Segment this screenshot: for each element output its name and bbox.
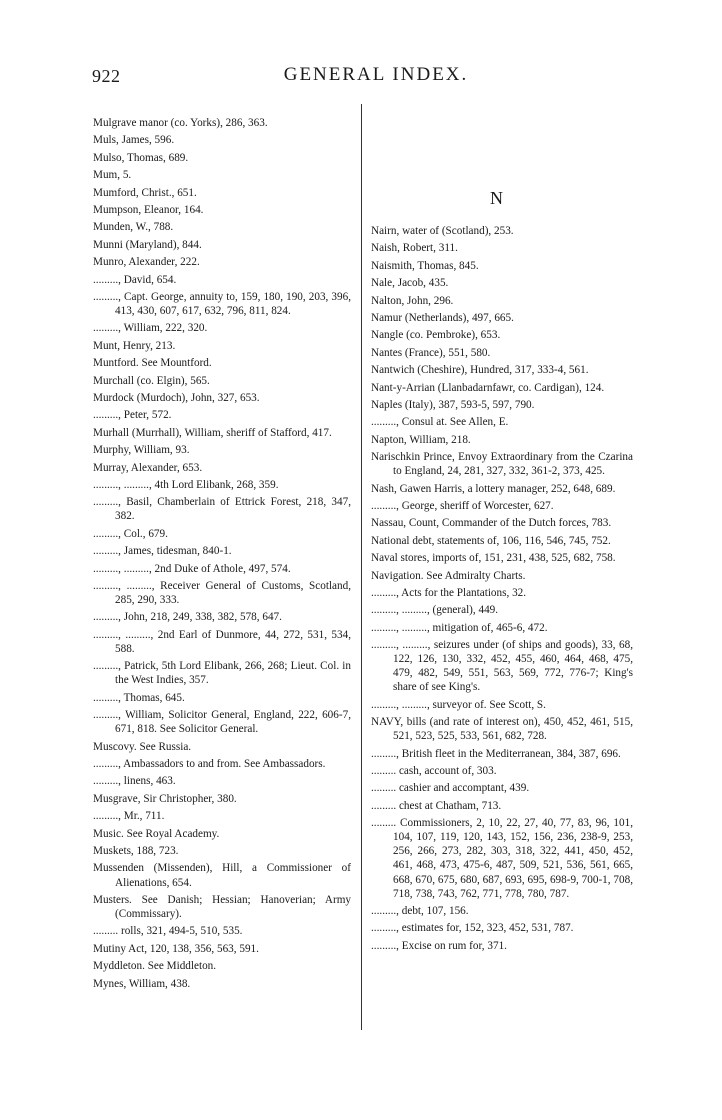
index-entry: ........., ........., 4th Lord Elibank, 268, 359.: [93, 478, 279, 491]
index-entry: ......... chest at Chatham, 713.: [371, 799, 502, 812]
index-entry: ........., ........., seizures under (of ships and goods), 33, 68, 122, 126, 130, 332, 452, 455, 460, 464, 468, 475, 479, 482, 549, 551, 563, 569, 772, 776-7; King's share of see King's.: [371, 639, 633, 694]
index-entry: ........., Ambassadors to and from. See Ambassadors.: [93, 758, 326, 771]
index-entry: ........., estimates for, 152, 323, 452, 531, 787.: [371, 922, 574, 935]
index-entry: Navigation. See Admiralty Charts.: [371, 569, 526, 582]
index-entry: Nairn, water of (Scotland), 253.: [371, 225, 514, 237]
index-entry: Muls, James, 596.: [93, 134, 175, 147]
index-entry: ........., Acts for the Plantations, 32.: [371, 586, 527, 599]
index-entry: Naismith, Thomas, 845.: [371, 259, 479, 272]
index-entry: ......... rolls, 321, 494-5, 510, 535.: [93, 925, 243, 938]
index-entry: Musters. See Danish; Hessian; Hanoverian; Army (Commissary).: [93, 893, 351, 920]
index-entry: ........., ........., mitigation of, 465-6, 472.: [371, 621, 548, 634]
index-entry: Murphy, William, 93.: [93, 444, 190, 457]
index-entry: Nantes (France), 551, 580.: [371, 346, 491, 359]
index-entry: ........., ........., (general), 449.: [371, 604, 499, 617]
index-entry: Naish, Robert, 311.: [371, 242, 458, 255]
index-entry: ........., William, Solicitor General, England, 222, 606-7, 671, 818. See Solicitor General.: [93, 709, 351, 736]
page-title: GENERAL INDEX.: [283, 64, 469, 85]
index-entry: Munt, Henry, 213.: [93, 339, 176, 352]
index-entry: Naval stores, imports of, 151, 231, 438, 525, 682, 758.: [371, 552, 616, 565]
index-entry: ........., ........., surveyor of. See Scott, S.: [371, 698, 546, 711]
index-entry: ........., William, 222, 320.: [93, 322, 208, 335]
index-entry: Munden, W., 788.: [93, 221, 174, 234]
index-entry: ......... Commissioners, 2, 10, 22, 27, 40, 77, 83, 96, 101, 104, 107, 119, 120, 143, 152, 156, 236, 238-9, 253, 256, 266, 273, 282, 303, 318, 322, 441, 450, 452, 461, 468, 473, 475-6, 487, 509, 521, 536, 561, 665, 668, 670, 675, 680, 687, 693, 695, 698-9, 700-1, 708, 718, 738, 743, 762, 771, 778, 780, 787.: [371, 817, 633, 900]
index-entry: ........., Col., 679.: [93, 527, 168, 540]
index-entry: Namur (Netherlands), 497, 665.: [371, 311, 514, 324]
index-entry: Muntford. See Mountford.: [93, 357, 212, 370]
index-entry: ........., ........., 2nd Earl of Dunmore, 44, 272, 531, 534, 588.: [93, 628, 351, 655]
index-entry: Mynes, William, 438.: [93, 977, 191, 990]
section-letter: N: [490, 188, 504, 208]
index-entry: Murchall (co. Elgin), 565.: [93, 374, 210, 387]
index-entry: Nantwich (Cheshire), Hundred, 317, 333-4, 561.: [371, 364, 589, 377]
index-entry: ......... cash, account of, 303.: [371, 765, 497, 778]
index-entry: Munro, Alexander, 222.: [93, 256, 200, 269]
index-entry: Muscovy. See Russia.: [93, 740, 192, 753]
index-entry: National debt, statements of, 106, 116, 546, 745, 752.: [371, 534, 611, 547]
index-entry: Mulgrave manor (co. Yorks), 286, 363.: [93, 117, 268, 129]
index-entry: Nangle (co. Pembroke), 653.: [371, 329, 501, 342]
index-entry: Music. See Royal Academy.: [93, 827, 220, 840]
column-divider: [361, 104, 362, 1030]
index-entry: ........., Thomas, 645.: [93, 691, 185, 704]
index-entry: Muskets, 188, 723.: [93, 845, 179, 858]
index-entry: Murhall (Murrhall), William, sheriff of Stafford, 417.: [93, 426, 332, 439]
right-index-column: [371, 224, 633, 956]
index-entry: ........., ........., 2nd Duke of Athole, 497, 574.: [93, 562, 291, 575]
index-entry: Naples (Italy), 387, 593-5, 597, 790.: [371, 398, 535, 411]
index-entry: ........., Consul at. See Allen, E.: [371, 416, 509, 429]
index-entry: Nale, Jacob, 435.: [371, 277, 449, 290]
index-entry: ........., David, 654.: [93, 273, 177, 286]
index-entry: Mutiny Act, 120, 138, 356, 563, 591.: [93, 942, 259, 955]
left-index-column: [93, 116, 351, 994]
index-entry: ........., debt, 107, 156.: [371, 905, 469, 918]
index-entry: ........., British fleet in the Mediterranean, 384, 387, 696.: [371, 747, 621, 760]
index-entry: ........., Patrick, 5th Lord Elibank, 266, 268; Lieut. Col. in the West Indies, 357.: [93, 660, 351, 687]
index-entry: ......... cashier and accomptant, 439.: [371, 782, 530, 795]
index-entry: Musgrave, Sir Christopher, 380.: [93, 792, 237, 805]
index-entry: Mulso, Thomas, 689.: [93, 151, 189, 164]
index-entry: Murdock (Murdoch), John, 327, 653.: [93, 391, 260, 404]
index-entry: Munni (Maryland), 844.: [93, 238, 202, 251]
index-entry: ........., Basil, Chamberlain of Ettrick Forest, 218, 347, 382.: [93, 496, 351, 523]
index-entry: NAVY, bills (and rate of interest on), 450, 452, 461, 515, 521, 523, 525, 533, 561, 682, 728.: [371, 716, 633, 743]
index-entry: Myddleton. See Middleton.: [93, 960, 217, 973]
index-entry: Murray, Alexander, 653.: [93, 461, 203, 474]
index-entry: Napton, William, 218.: [371, 433, 471, 446]
index-entry: ........., Mr., 711.: [93, 810, 165, 823]
index-entry: Nassau, Count, Commander of the Dutch forces, 783.: [371, 517, 612, 530]
index-entry: Narischkin Prince, Envoy Extraordinary from the Czarina to England, 24, 281, 327, 332, 361-2, 373, 425.: [371, 451, 633, 478]
index-entry: ........., Capt. George, annuity to, 159, 180, 190, 203, 396, 413, 430, 607, 617, 632, 796, 811, 824.: [93, 290, 351, 317]
page-number: 922: [92, 66, 121, 86]
index-entry: Nash, Gawen Harris, a lottery manager, 252, 648, 689.: [371, 482, 616, 495]
index-entry: ........., Excise on rum for, 371.: [371, 939, 507, 952]
index-entry: Mumpson, Eleanor, 164.: [93, 203, 204, 216]
index-entry: Mussenden (Missenden), Hill, a Commissioner of Alienations, 654.: [93, 862, 351, 889]
index-entry: ........., James, tidesman, 840-1.: [93, 545, 232, 558]
index-entry: Nalton, John, 296.: [371, 294, 454, 307]
index-entry: ........., ........., Receiver General of Customs, Scotland, 285, 290, 333.: [93, 579, 351, 607]
index-entry: Nant-y-Arrian (Llanbadarnfawr, co. Cardigan), 124.: [371, 381, 605, 394]
index-entry: ........., John, 218, 249, 338, 382, 578, 647.: [93, 611, 282, 624]
index-entry: Mum, 5.: [93, 169, 132, 182]
index-entry: Mumford, Christ., 651.: [93, 186, 197, 199]
index-entry: ........., linens, 463.: [93, 775, 176, 788]
index-entry: ........., Peter, 572.: [93, 409, 172, 422]
index-entry: ........., George, sheriff of Worcester, 627.: [371, 499, 554, 512]
